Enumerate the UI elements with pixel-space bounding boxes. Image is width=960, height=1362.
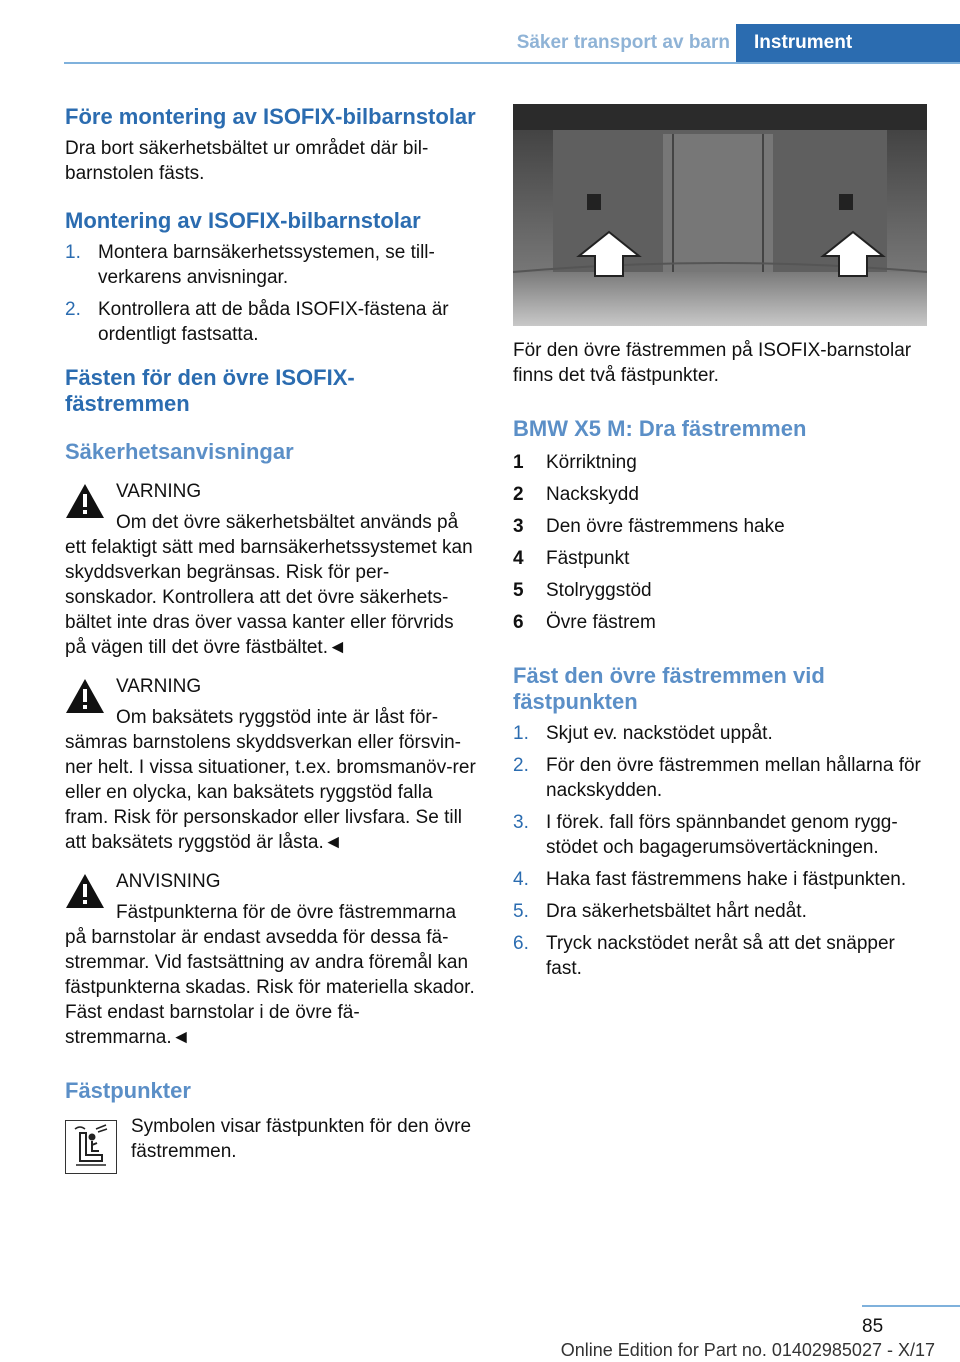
heading-attach-strap: Fäst den övre fästremmen vid fästpunkten — [513, 663, 825, 714]
list-item: 1. Skjut ev. nackstödet uppåt. — [513, 723, 773, 744]
list-item: 4. Haka fast fästremmens hake i fästpunkten. — [513, 869, 907, 890]
footer-rule — [862, 1305, 960, 1307]
legend-list — [513, 450, 933, 635]
legend-item: 5 Stolryggstöd — [513, 580, 652, 601]
warning-block — [65, 479, 477, 660]
legend-item: 3 Den övre fästremmens hake — [513, 516, 785, 537]
symbol-row — [65, 1114, 477, 1164]
heading-anchor-points: Fästen för den övre ISOFIX-fästremmen — [65, 365, 355, 416]
list-item: 6. Tryck nackstödet neråt så att det snäpper fast. — [513, 933, 895, 979]
warning-text-first-line: Om baksätets ryggstöd inte är låst för- — [116, 707, 439, 728]
footer-edition: Online Edition for Part no. 01402985027 - X/17 — [560, 1340, 935, 1360]
list-item: 2. Kontrollera att de båda ISOFIX-fästena är ordentligt fastsatta. — [65, 299, 449, 345]
anchor-points-photo — [513, 104, 927, 326]
mounting-steps — [65, 240, 477, 347]
warning-text: sämras barnstolens skyddsverkan eller försvin-ner helt. I vissa situationer, t.ex. bromsmanöv-rer eller en olycka, kan baksätets ryggstöd falla fram. Risk för personskador eller livsfara. Se till att baksätets ryggstöd är låsta.◄ — [65, 732, 476, 853]
list-item: 1. Montera barnsäkerhetssystemen, se till-verkarens anvisningar. — [65, 242, 435, 288]
left-column — [65, 104, 477, 1164]
list-item: 2. För den övre fästremmen mellan hållarna för nackskydden. — [513, 755, 921, 801]
header-section-title: Säker transport av barn — [516, 32, 730, 53]
page-number: 85 — [862, 1316, 884, 1337]
notice-text: på barnstolar är endast avsedda för dessa fä-stremmar. Vid fastsättning av andra föremål kan fästpunkterna skadas. Risk för materiella skador. Fäst endast barnstolar i de övre fä-stremmarna.◄ — [65, 927, 475, 1048]
list-item: 5. Dra säkerhetsbältet hårt nedåt. — [513, 901, 807, 922]
warning-title: VARNING — [116, 676, 202, 697]
notice-triangle-icon — [65, 873, 105, 909]
notice-text-first-line: Fästpunkterna för de övre fästremmarna — [116, 902, 457, 923]
warning-text-first-line: Om det övre säkerhetsbältet används på — [116, 512, 459, 533]
child-seat-anchor-icon — [65, 1120, 117, 1174]
notice-block — [65, 869, 477, 1050]
legend-item: 1 Körriktning — [513, 452, 637, 473]
legend-item: 4 Fästpunkt — [513, 548, 630, 569]
warning-triangle-icon — [65, 678, 105, 714]
warning-text: ett felaktigt sätt med barnsäkerhetssystemet kan skyddsverkan begränsas. Risk för per-sonskador. Kontrollera att det övre säkerhets-bältet inte dras över vassa kanter eller förvrids på vägen till det övre fästbältet.◄ — [65, 537, 473, 658]
notice-title: ANVISNING — [116, 871, 221, 892]
header-rule — [64, 62, 960, 64]
header-chapter-tab[interactable]: Instrument — [736, 24, 960, 62]
heading-mounting: Montering av ISOFIX-bilbarnstolar — [65, 208, 421, 233]
symbol-description: Symbolen visar fästpunkten för den övre fästremmen. — [131, 1116, 472, 1162]
paragraph-before-mounting: Dra bort säkerhetsbältet ur området där bil-barnstolen fästs. — [65, 138, 429, 184]
attach-steps — [513, 721, 933, 981]
warning-triangle-icon — [65, 483, 105, 519]
heading-before-mounting: Före montering av ISOFIX-bilbarnstolar — [65, 104, 476, 129]
warning-block — [65, 674, 477, 855]
heading-anchor-points-symbol: Fästpunkter — [65, 1078, 191, 1103]
legend-item: 2 Nackskydd — [513, 484, 639, 505]
right-column — [513, 338, 933, 988]
list-item: 3. I förek. fall förs spännbandet genom rygg-stödet och bagagerumsövertäckningen. — [513, 812, 898, 858]
heading-bmw-x5m: BMW X5 M: Dra fästremmen — [513, 416, 807, 441]
legend-item: 6 Övre fästrem — [513, 612, 656, 633]
heading-safety: Säkerhetsanvisningar — [65, 439, 294, 464]
photo-caption: För den övre fästremmen på ISOFIX-barnstolar finns det två fästpunkter. — [513, 340, 912, 386]
warning-title: VARNING — [116, 481, 202, 502]
